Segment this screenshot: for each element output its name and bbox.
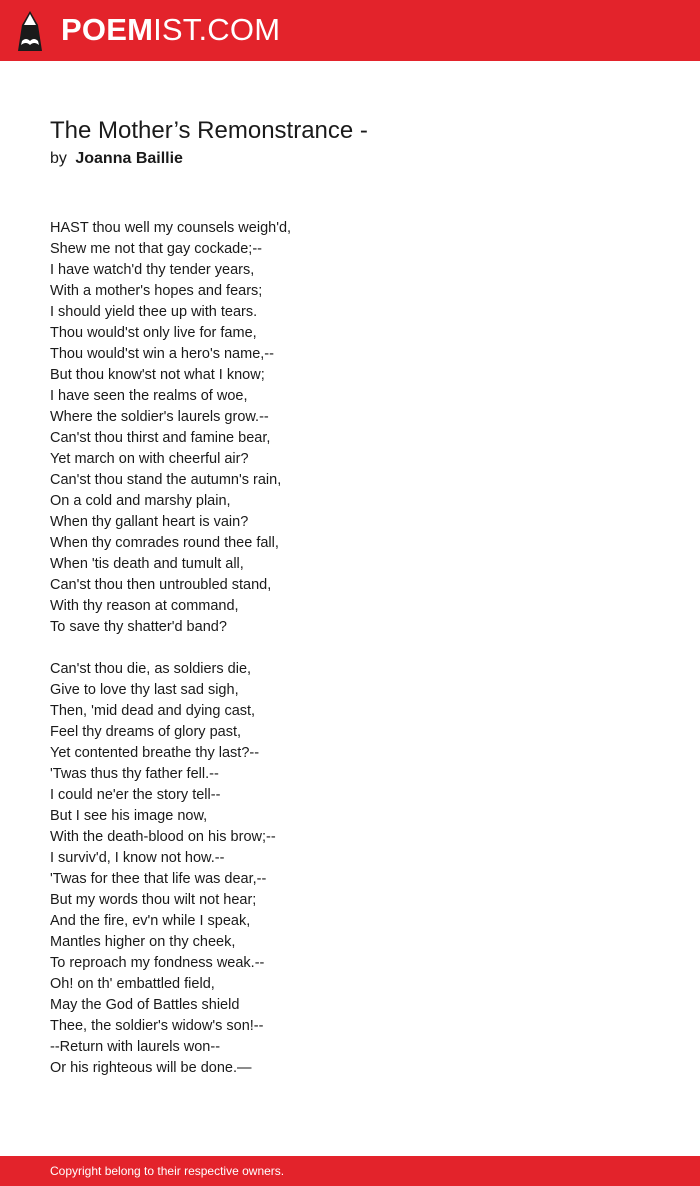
poem-line: I could ne'er the story tell-- [50, 787, 221, 803]
byline [50, 148, 183, 170]
poem-line: Can'st thou thirst and famine bear, [50, 430, 271, 446]
poem-line: May the God of Battles shield [50, 997, 240, 1013]
poem-line: Can'st thou then untroubled stand, [50, 577, 272, 593]
copyright-text: Copyright belong to their respective owners. [50, 1164, 285, 1178]
by-label: by [50, 150, 67, 167]
site-logo-link[interactable] [61, 12, 280, 48]
poem-line: Thee, the soldier's widow's son!-- [50, 1018, 264, 1034]
poem-title: The Mother’s Remonstrance - [50, 117, 368, 144]
poem-line: Where the soldier's laurels grow.-- [50, 409, 269, 425]
poem-line: Feel thy dreams of glory past, [50, 724, 241, 740]
poem-line: --Return with laurels won-- [50, 1039, 221, 1055]
poem-line: Mantles higher on thy cheek, [50, 934, 236, 950]
poem-line: With thy reason at command, [50, 598, 239, 614]
poem-line: Thou would'st only live for fame, [50, 325, 257, 341]
poem-line: I surviv'd, I know not how.-- [50, 850, 225, 866]
poem-line: I should yield thee up with tears. [50, 304, 258, 320]
poem-line: When thy gallant heart is vain? [50, 514, 249, 530]
poem-line: But my words thou wilt not hear; [50, 892, 257, 908]
poem-line: To reproach my fondness weak.-- [50, 955, 265, 971]
poem-line: Then, 'mid dead and dying cast, [50, 703, 256, 719]
poem-line: When 'tis death and tumult all, [50, 556, 244, 572]
poem-line: But thou know'st not what I know; [50, 367, 265, 383]
poem-line: On a cold and marshy plain, [50, 493, 231, 509]
poem-line: Yet contented breathe thy last?-- [50, 745, 260, 761]
site-header [0, 0, 700, 61]
poem-line: To save thy shatter'd band? [50, 619, 227, 635]
poem-line: Can'st thou die, as soldiers die, [50, 661, 252, 677]
logo-wordmark-thin: IST.COM [153, 12, 281, 47]
author-name: Joanna Baillie [75, 150, 183, 167]
poem-line: With the death-blood on his brow;-- [50, 829, 276, 845]
stanza [50, 218, 650, 638]
pen-nib-icon[interactable] [18, 11, 42, 51]
poem-line: With a mother's hopes and fears; [50, 283, 263, 299]
site-footer [0, 1156, 700, 1186]
poem-line: But I see his image now, [50, 808, 208, 824]
stanza [50, 659, 650, 1079]
poem-line: Thou would'st win a hero's name,-- [50, 346, 274, 362]
poem-line: 'Twas thus thy father fell.-- [50, 766, 219, 782]
poem-line: Yet march on with cheerful air? [50, 451, 249, 467]
poem-body [50, 218, 650, 1100]
poem-line: Shew me not that gay cockade;-- [50, 241, 262, 257]
logo-wordmark-bold: POEM [61, 12, 154, 47]
poem-line: Oh! on th' embattled field, [50, 976, 215, 992]
poem-line: When thy comrades round thee fall, [50, 535, 279, 551]
poem-line: Or his righteous will be done.— [50, 1060, 252, 1076]
poem-line: And the fire, ev'n while I speak, [50, 913, 251, 929]
poem-line: Can'st thou stand the autumn's rain, [50, 472, 282, 488]
poem-line: I have watch'd thy tender years, [50, 262, 255, 278]
poem-line: Give to love thy last sad sigh, [50, 682, 239, 698]
poem-line: I have seen the realms of woe, [50, 388, 248, 404]
poem-line: 'Twas for thee that life was dear,-- [50, 871, 267, 887]
poem-line: HAST thou well my counsels weigh'd, [50, 220, 292, 236]
